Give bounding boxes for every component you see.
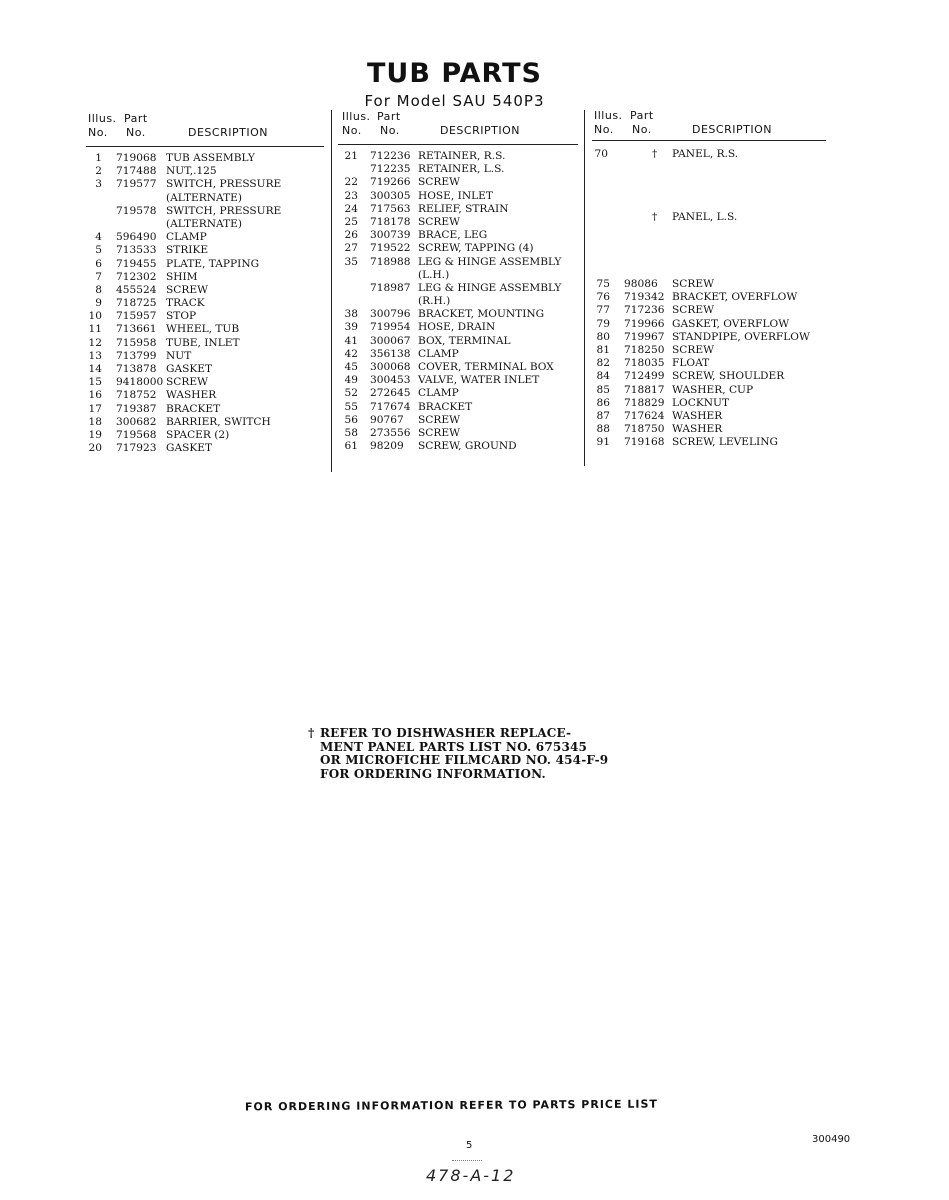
dotted-rule [452,1160,482,1161]
part-row [86,363,326,376]
part-number: 300305 [370,189,411,202]
part-number: 717624 [624,409,665,422]
part-row [588,291,832,304]
illus-number: 80 [596,330,610,343]
part-description: BRACE, LEG [418,229,488,242]
part-number: 719168 [624,436,665,449]
part-number: 719455 [116,257,157,270]
part-description: STRIKE [166,244,209,257]
note-line: REFER TO DISHWASHER REPLACE- [320,726,572,740]
part-number: 98086 [624,278,658,290]
part-row [86,152,326,165]
part-description: CLAMP [418,387,459,400]
part-description: NUT,.125 [166,165,217,178]
part-row [334,256,578,269]
illus-number: 8 [95,283,102,296]
part-number: 717563 [370,202,411,215]
part-description: BRACKET, OVERFLOW [672,291,798,304]
part-description: TUB ASSEMBLY [166,152,255,164]
document-number: 300490 [812,1134,851,1145]
part-description: TUBE, INLET [166,336,240,349]
part-number: 718178 [370,215,411,228]
part-description: STANDPIPE, OVERFLOW [672,330,810,343]
part-number: 596490 [116,231,157,244]
part-row [588,331,832,344]
part-number: 719577 [116,178,157,191]
part-row [86,205,326,218]
part-description: SCREW [672,304,714,317]
part-row [588,370,832,383]
illus-number: 75 [596,278,610,290]
part-description: BRACKET [418,400,473,413]
illus-header: Illus. [88,112,117,125]
ordering-footer: FOR ORDERING INFORMATION REFER TO PARTS PRICE LIST [244,1097,658,1114]
part-row [334,150,578,163]
illus-number: 87 [596,409,610,422]
part-description: WASHER, CUP [672,383,754,396]
part-number: 718817 [624,383,665,396]
part-number: 455524 [116,283,157,296]
part-description: STOP [166,310,197,323]
part-description: LEG & HINGE ASSEMBLY [418,255,562,268]
part-number: 715958 [116,336,157,349]
part-number: 90767 [370,413,404,426]
part-number: 718035 [624,357,665,370]
illus-number: 27 [344,242,358,255]
part-number: 300796 [370,308,411,321]
part-row [334,190,578,203]
handwritten-annotation: 478-A-12 [426,1166,516,1185]
part-row [588,148,832,161]
page-number: 5 [466,1140,473,1151]
part-row [334,335,578,348]
part-description: RETAINER, R.S. [418,150,506,162]
part-description: SCREW [418,413,460,426]
part-number: 300068 [370,361,411,373]
part-number: 712499 [624,370,665,383]
part-row [588,384,832,397]
part-number: 717488 [116,165,157,178]
part-row [86,429,326,442]
part-row [86,403,326,416]
no-header: No. [342,124,362,137]
part-description: SCREW, LEVELING [672,436,778,449]
illus-number: 81 [596,343,610,356]
illus-number: 5 [95,244,102,257]
part-number: 719387 [116,402,157,415]
part-number: 713533 [116,244,157,257]
part-description: HOSE, DRAIN [418,321,496,334]
part-number: 300682 [116,415,157,428]
illus-header: Illus. [342,110,371,123]
part-description: WHEEL, TUB [166,323,240,336]
part-row [86,218,326,231]
part-description: SCREW [672,343,714,356]
description-header: DESCRIPTION [440,124,520,137]
part-description: SCREW [418,426,460,439]
illus-number: 38 [344,308,358,321]
parts-list-2 [334,150,578,453]
part-number: 719266 [370,176,411,189]
illus-number: 88 [596,423,610,436]
illus-number: 85 [596,383,610,396]
illus-number: 10 [88,310,102,323]
part-number: 719967 [624,330,665,343]
part-number: 712236 [370,150,411,162]
part-row [86,310,326,323]
part-number: 719522 [370,242,411,255]
part-description: SCREW [418,215,460,228]
part-row [86,376,326,389]
part-number: 718988 [370,255,411,268]
part-row [86,323,326,336]
part-row [334,427,578,440]
part-number: 300067 [370,334,411,347]
illus-number: 14 [88,363,102,375]
part-row [334,348,578,361]
part-row [334,414,578,427]
part-description: SCREW [672,278,714,290]
illus-number: 7 [95,270,102,283]
part-description: (R.H.) [418,295,451,308]
part-description: GASKET [166,363,213,375]
illus-number: 45 [344,361,358,373]
part-row [86,416,326,429]
part-row [588,278,832,291]
illus-number: 76 [596,291,610,304]
part-number: 718829 [624,396,665,409]
part-description: RELIEF, STRAIN [418,202,509,215]
illus-number: 3 [95,178,102,191]
part-description: PANEL, R.S. [672,148,739,160]
page-title: TUB PARTS [367,58,542,89]
part-row [334,401,578,414]
part-header: Part [377,110,401,123]
part-number: 719342 [624,291,665,304]
illus-number: 77 [596,304,610,317]
part-row [588,423,832,436]
part-row [588,397,832,410]
part-row [86,389,326,402]
part-row [86,297,326,310]
part-description: CLAMP [166,231,207,244]
part-description: (ALTERNATE) [166,191,243,204]
part-row [86,244,326,257]
part-number: 9418000 [116,376,164,389]
part-row [86,258,326,271]
part-no-header: No. [380,124,400,137]
part-description: CLAMP [418,347,459,360]
part-row [588,211,832,224]
part-description: SCREW [166,376,208,389]
part-description: TRACK [166,297,205,310]
part-number: 98209 [370,440,404,453]
part-row [334,229,578,242]
illus-number: 13 [88,349,102,362]
illus-number: 25 [344,215,358,228]
reference-note [308,726,609,781]
part-number: 713878 [116,363,157,375]
part-number: 713799 [116,349,157,362]
illus-number: 18 [88,415,102,428]
part-row [334,308,578,321]
part-row [334,361,578,374]
parts-list-3-top [588,148,832,161]
part-description: BOX, TERMINAL [418,334,511,347]
part-row [588,410,832,423]
part-description: SCREW, GROUND [418,440,517,453]
part-description: BRACKET, MOUNTING [418,308,545,321]
illus-number: 1 [95,152,102,164]
part-row [588,344,832,357]
part-row [334,216,578,229]
part-number: 718250 [624,343,665,356]
part-description: GASKET [166,442,213,455]
part-row [86,337,326,350]
illus-number: 6 [95,257,102,270]
part-row [334,374,578,387]
part-description: (ALTERNATE) [166,217,243,230]
part-number: 356138 [370,347,411,360]
part-row [86,231,326,244]
illus-number: 4 [95,231,102,244]
part-description: WASHER [166,389,217,402]
part-number: 300453 [370,374,411,387]
illus-number: 58 [344,426,358,439]
part-number: 719568 [116,428,157,441]
part-description: SPACER (2) [166,428,230,441]
part-number: 719068 [116,152,157,164]
illus-number: 61 [344,440,358,453]
illus-number: 49 [344,374,358,387]
illus-number: 9 [95,297,102,310]
illus-number: 20 [88,442,102,455]
column-divider-1 [331,110,332,472]
part-number: † [652,211,658,223]
part-row [86,271,326,284]
part-number: 719954 [370,321,411,334]
illus-number: 82 [596,357,610,370]
note-line: MENT PANEL PARTS LIST NO. 675345 [320,739,588,754]
illus-number: 84 [596,370,610,383]
part-number: 719578 [116,204,157,217]
part-description: NUT [166,349,192,362]
part-number: 272645 [370,387,411,400]
dagger-symbol: † [308,726,315,740]
part-description: SCREW [418,176,460,189]
part-description: COVER, TERMINAL BOX [418,361,554,373]
part-description: PANEL, L.S. [672,211,738,223]
part-row [86,442,326,455]
illus-number: 21 [344,150,358,162]
part-header: Part [124,112,148,125]
part-row [334,321,578,334]
part-number: 719966 [624,317,665,330]
illus-number: 11 [88,323,102,336]
part-row [334,203,578,216]
part-row [86,192,326,205]
part-row [334,163,578,176]
illus-number: 19 [88,428,102,441]
note-line: FOR ORDERING INFORMATION. [320,766,546,781]
part-description: RETAINER, L.S. [418,163,505,176]
part-description: WASHER [672,423,723,436]
illus-number: 12 [88,336,102,349]
no-header: No. [594,123,614,136]
part-number: 712235 [370,163,411,176]
header-rule-1 [86,146,324,147]
part-number: 718725 [116,297,157,310]
illus-number: 15 [88,376,102,389]
illus-header: Illus. [594,109,623,122]
illus-number: 91 [596,436,610,449]
part-no-header: No. [126,126,146,139]
part-number: 718752 [116,389,157,402]
illus-number: 86 [596,396,610,409]
part-description: SCREW, SHOULDER [672,370,785,383]
part-row [86,284,326,297]
part-row [334,440,578,453]
part-description: FLOAT [672,357,710,370]
part-number: 717236 [624,304,665,317]
page-subtitle: For Model SAU 540P3 [364,92,545,110]
part-row [588,318,832,331]
part-number: 712302 [116,270,157,283]
part-number: 718750 [624,423,665,436]
part-number: 715957 [116,310,157,323]
part-row [334,295,578,308]
part-number: 713661 [116,323,157,336]
part-description: (L.H.) [418,268,450,281]
note-line: OR MICROFICHE FILMCARD NO. 454-F-9 [320,753,609,767]
part-number: 717674 [370,400,411,413]
part-number: 718987 [370,281,411,294]
part-description: SCREW, TAPPING (4) [418,242,534,255]
part-row [588,436,832,449]
part-description: BRACKET [166,402,221,415]
illus-number: 16 [88,389,102,402]
part-row [334,269,578,282]
part-number: 717923 [116,442,157,455]
part-number: 273556 [370,426,411,439]
illus-number: 79 [596,317,610,330]
illus-number: 17 [88,402,102,415]
illus-number: 42 [344,347,358,360]
part-row [588,304,832,317]
part-description: HOSE, INLET [418,189,493,202]
part-header: Part [630,109,654,122]
part-description: GASKET, OVERFLOW [672,317,790,330]
header-rule-2 [338,144,578,145]
part-description: SHIM [166,270,198,283]
part-description: LOCKNUT [672,396,730,409]
part-description: SWITCH, PRESSURE [166,204,282,217]
part-description: WASHER [672,409,723,422]
part-description: BARRIER, SWITCH [166,415,271,428]
illus-number: 55 [344,400,358,413]
part-no-header: No. [632,123,652,136]
part-row [334,282,578,295]
part-row [334,176,578,189]
header-rule-3 [592,140,826,141]
illus-number: 41 [344,334,358,347]
illus-number: 35 [344,255,358,268]
illus-number: 23 [344,189,358,202]
part-row [334,387,578,400]
part-number: 300739 [370,229,411,242]
part-number: † [652,148,658,160]
part-row [334,242,578,255]
part-description: SCREW [166,283,208,296]
illus-number: 56 [344,413,358,426]
illus-number: 24 [344,202,358,215]
description-header: DESCRIPTION [692,123,772,136]
parts-list-3-mid [588,211,832,224]
part-description: VALVE, WATER INLET [418,374,540,387]
parts-list-3 [588,278,832,449]
part-description: SWITCH, PRESSURE [166,178,282,191]
part-description: LEG & HINGE ASSEMBLY [418,281,562,294]
illus-number: 26 [344,229,358,242]
column-divider-2 [584,110,585,466]
part-row [86,165,326,178]
part-description: PLATE, TAPPING [166,257,260,270]
part-row [86,350,326,363]
illus-number: 2 [95,165,102,178]
illus-number: 39 [344,321,358,334]
description-header: DESCRIPTION [188,126,268,139]
no-header: No. [88,126,108,139]
illus-number: 52 [344,387,358,400]
part-row [86,178,326,191]
illus-number: 70 [594,148,608,160]
illus-number: 22 [344,176,358,189]
part-row [588,357,832,370]
parts-list-1 [86,152,326,455]
